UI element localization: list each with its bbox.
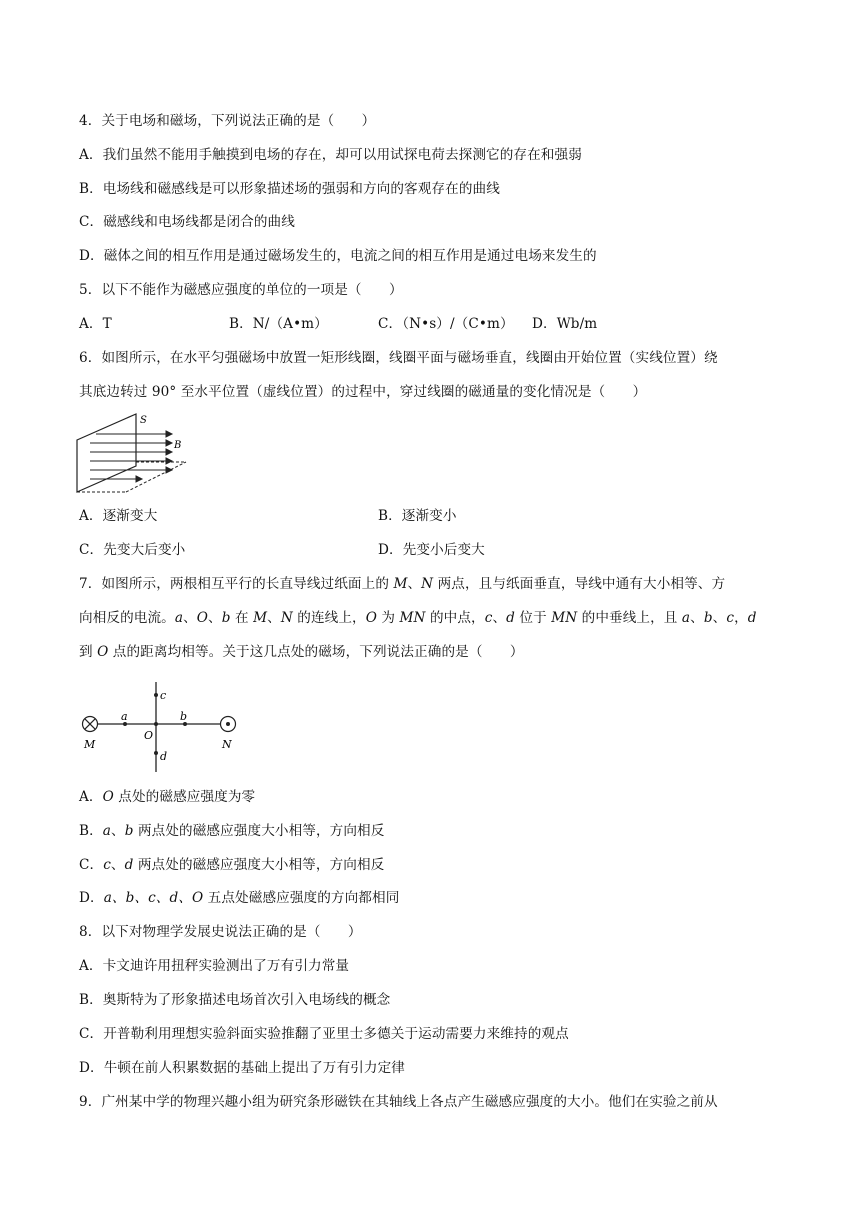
q7-option-d: D．a、b、c、d、O 五点处磁感应强度的方向都相同 — [79, 890, 400, 906]
q8-option-d: D．牛顿在前人积累数据的基础上提出了万有引力定律 — [79, 1060, 405, 1076]
q7-stem-line1: 7．如图所示，两根相互平行的长直导线过纸面上的 M、N 两点，且与纸面垂直，导线中通有大小相等、方 — [79, 576, 726, 592]
q7-option-c: C．c、d 两点处的磁感应强度大小相等，方向相反 — [79, 857, 385, 873]
q8-option-b: B．奥斯特为了形象描述电场首次引入电场线的概念 — [79, 992, 391, 1008]
wire-m-into-page-icon — [83, 717, 98, 732]
q5-option-d: D．Wb/m — [532, 316, 598, 332]
q8-option-c: C．开普勒利用理想实验斜面实验推翻了亚里士多德关于运动需要力来维持的观点 — [79, 1026, 569, 1042]
label-s: S — [140, 415, 147, 426]
label-b: b — [180, 710, 188, 723]
point-c — [154, 693, 158, 697]
q6-option-c: C．先变大后变小 — [79, 542, 186, 558]
field-arrows — [90, 431, 172, 482]
q7-stem-line2: 向相反的电流。a、O、b 在 M、N 的连线上，O 为 MN 的中点，c、d 位于 MN 的中垂线上，且 a、b、c，d — [79, 610, 757, 626]
label-o: O — [144, 729, 154, 742]
q5-stem: 5．以下不能作为磁感应强度的单位的一项是（ ） — [79, 282, 403, 298]
label-a: a — [121, 710, 128, 723]
q5-option-b: B．N/（A•m） — [229, 316, 328, 332]
q6-option-b: B．逐渐变小 — [378, 508, 457, 524]
q7-wires-figure — [78, 678, 246, 774]
q7-option-b: B．a、b 两点处的磁感应强度大小相等，方向相反 — [79, 823, 385, 839]
q6-coil-figure — [74, 410, 194, 496]
q4-stem: 4．关于电场和磁场，下列说法正确的是（ ） — [79, 113, 376, 129]
q4-option-a: A．我们虽然不能用手触摸到电场的存在，却可以用试探电荷去探测它的存在和强弱 — [79, 147, 582, 163]
q7-stem-line3: 到 O 点的距离均相等。关于这几点处的磁场，下列说法正确的是（ ） — [79, 644, 524, 660]
q6-stem-line1: 6．如图所示，在水平匀强磁场中放置一矩形线圈，线圈平面与磁场垂直，线圈由开始位置（实线位置）绕 — [79, 350, 718, 366]
label-c: c — [160, 689, 167, 702]
q4-option-d: D．磁体之间的相互作用是通过磁场发生的，电流之间的相互作用是通过电场来发生的 — [79, 248, 597, 264]
q6-option-a: A．逐渐变大 — [79, 508, 158, 524]
label-n: N — [222, 738, 232, 751]
q9-stem: 9．广州某中学的物理兴趣小组为研究条形磁铁在其轴线上各点产生磁感应强度的大小。他们在实验之前从 — [79, 1094, 718, 1110]
q5-option-a: A．T — [79, 316, 112, 332]
point-o — [154, 722, 158, 726]
q7-option-a: A．O 点处的磁感应强度为零 — [79, 789, 256, 805]
label-m: M — [84, 738, 96, 751]
q6-stem-line2: 其底边转过 90° 至水平位置（虚线位置）的过程中，穿过线圈的磁通量的变化情况是（ ） — [79, 384, 647, 400]
q6-option-d: D．先变小后变大 — [378, 542, 485, 558]
point-d — [154, 751, 158, 755]
label-b: B — [174, 440, 182, 451]
wire-n-out-of-page-icon — [221, 717, 236, 732]
label-d: d — [160, 750, 168, 763]
coil-solid-outline — [77, 414, 136, 492]
q8-option-a: A．卡文迪许用扭秤实验测出了万有引力常量 — [79, 958, 350, 974]
q4-option-b: B．电场线和磁感线是可以形象描述场的强弱和方向的客观存在的曲线 — [79, 181, 500, 197]
q8-stem: 8．以下对物理学发展史说法正确的是（ ） — [79, 924, 362, 940]
q5-option-c: C．（N•s）/（C•m） — [378, 316, 514, 332]
q4-option-c: C．磁感线和电场线都是闭合的曲线 — [79, 214, 295, 230]
